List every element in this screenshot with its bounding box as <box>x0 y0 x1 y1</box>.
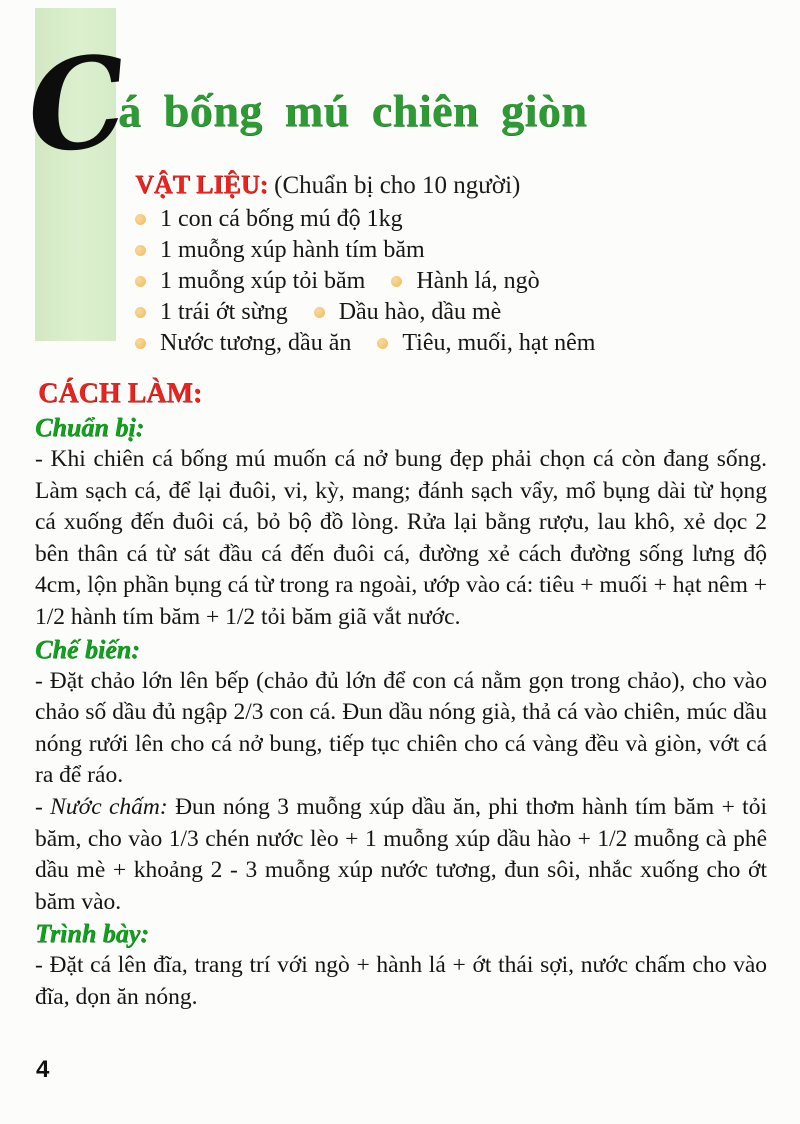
method-heading: CÁCH LÀM: <box>38 378 203 409</box>
ingredients-heading: VẬT LIỆU: <box>135 170 269 199</box>
bullet-icon <box>314 307 325 318</box>
step-label-chuan-bi: Chuẩn bị: <box>35 413 145 442</box>
method-section <box>35 378 767 1014</box>
ingredient-row <box>135 297 715 328</box>
title-drop-cap: C <box>20 28 134 183</box>
ingredient-text: 1 muỗng xúp tỏi băm <box>160 268 366 294</box>
ingredients-heading-line <box>135 170 715 200</box>
ingredient-text: Dầu hào, dầu mè <box>338 299 502 325</box>
bullet-icon <box>135 245 146 256</box>
ingredients-serving-note: (Chuẩn bị cho 10 người) <box>274 172 521 199</box>
step-label-trinh-bay: Trình bày: <box>35 919 149 949</box>
ingredient-row <box>135 266 715 297</box>
ingredients-section <box>135 170 715 359</box>
paragraph <box>35 792 767 918</box>
ingredient-text: Nước tương, dầu ăn <box>160 330 352 356</box>
step-label-che-bien: Chế biến: <box>35 634 140 664</box>
ingredient-text: 1 trái ớt sừng <box>160 299 288 325</box>
ingredient-row <box>135 328 715 359</box>
ingredient-text: Hành lá, ngò <box>416 268 540 294</box>
page-title: á bống mú chiên giòn <box>118 85 588 136</box>
ingredient-text: 1 con cá bống mú độ 1kg <box>160 206 403 232</box>
paragraph-text: - Khi chiên cá bống mú muốn cá nở bung đẹp phải chọn cá còn đang sống. Làm sạch cá, để lại đuôi, vi, kỳ, mang; đánh sạch vẩy, mổ bụng dài từ họng cá xuống đến đuôi cá, bỏ bộ đồ lòng. Rửa lại bằng rượu, lau khô, xẻ dọc 2 bên thân cá từ sát đầu cá đến đuôi cá, đường xẻ cách đường sống lưng độ 4cm, lộn phần bụng cá từ trong ra ngoài, ướp vào cá: tiêu + muối + hạt nêm + 1/2 hành tím băm + 1/2 tỏi băm giã vắt nước. <box>35 446 767 630</box>
ingredient-row <box>135 235 715 266</box>
paragraph <box>35 444 767 634</box>
page-number: 4 <box>36 1056 50 1083</box>
paragraph-text: Đun nóng 3 muỗng xúp dầu ăn, phi thơm hành tím băm + tỏi băm, cho vào 1/3 chén nước lèo + 1 muỗng xúp dầu hào + 1/2 muỗng cà phê dầu mè + khoảng 2 - 3 muỗng xúp nước tương, đun sôi, nhắc xuống cho ớt băm vào. <box>35 793 767 915</box>
bullet-icon <box>135 276 146 287</box>
paragraph <box>35 666 767 792</box>
paragraph <box>35 950 767 1013</box>
bullet-icon <box>135 338 146 349</box>
ingredient-row <box>135 204 715 235</box>
ingredient-text: 1 muỗng xúp hành tím băm <box>160 237 425 263</box>
ingredient-text: Tiêu, muối, hạt nêm <box>402 330 596 356</box>
bullet-icon <box>135 307 146 318</box>
bullet-icon <box>377 338 388 349</box>
paragraph-lead: - Nước chấm: <box>35 793 168 820</box>
paragraph-text: - Đặt cá lên đĩa, trang trí với ngò + hành lá + ớt thái sợi, nước chấm cho vào đĩa, dọn ăn nóng. <box>35 952 767 1010</box>
bullet-icon <box>135 214 146 225</box>
bullet-icon <box>391 276 402 287</box>
paragraph-text: - Đặt chảo lớn lên bếp (chảo đủ lớn để con cá nằm gọn trong chảo), cho vào chảo số dầu đủ ngập 2/3 con cá. Đun dầu nóng già, thả cá vào chiên, múc dầu nóng rưới lên cho cá nở bung, tiếp tục chiên cho cá vàng đều và giòn, vớt cá ra để ráo. <box>35 667 767 789</box>
